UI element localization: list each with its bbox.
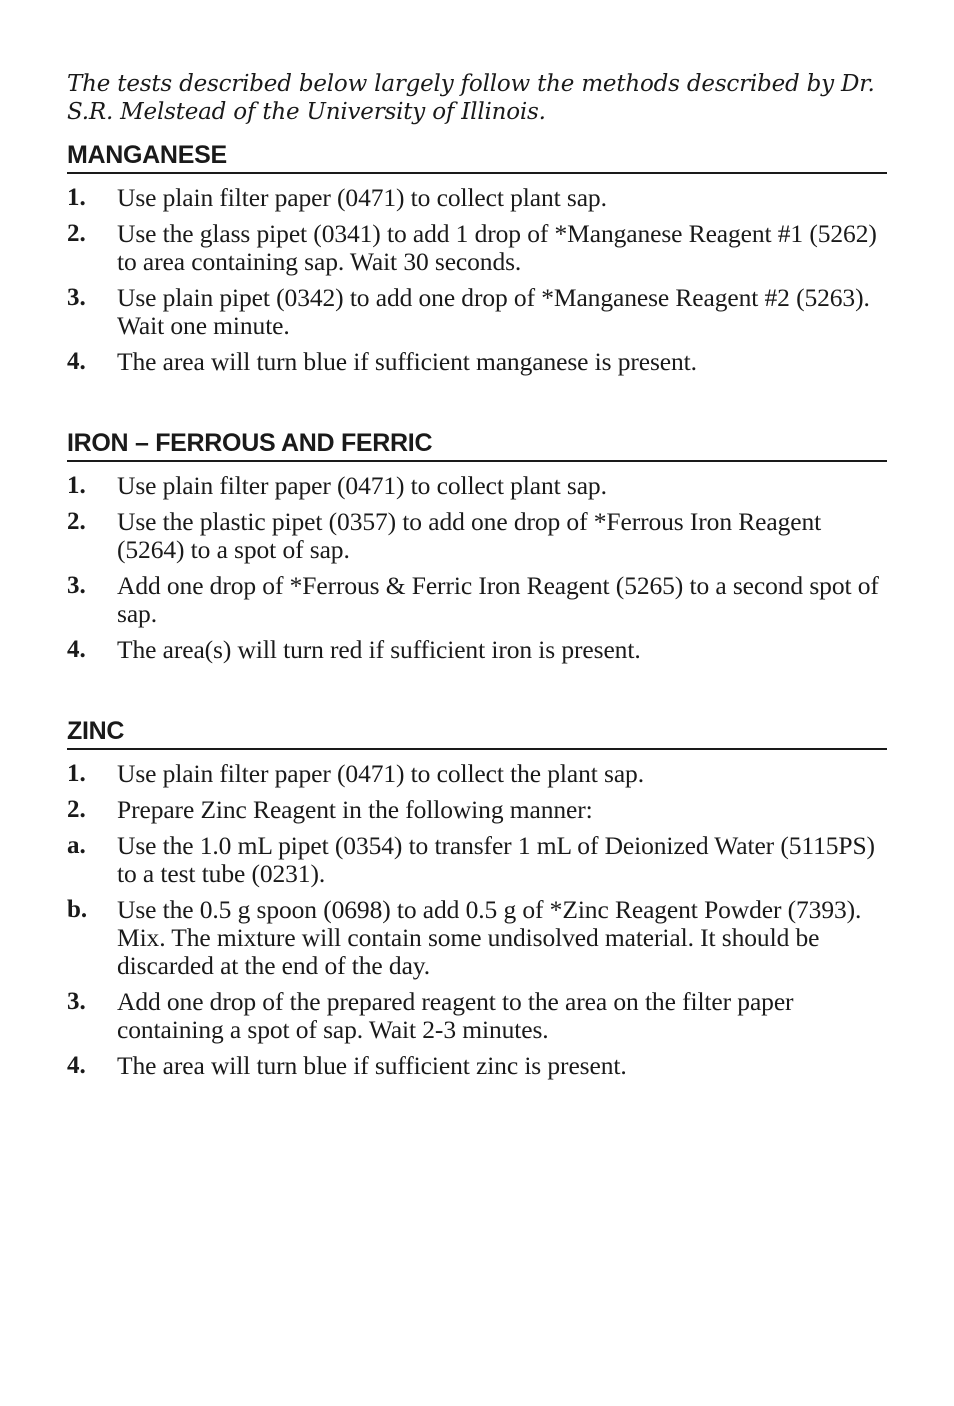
step-item: [67, 1052, 887, 1080]
step-number: 4.: [67, 636, 86, 663]
step-text: Use the plastic pipet (0357) to add one drop of *Ferrous Iron Reagent (5264) to a spot of sap.: [117, 507, 822, 564]
step-number: 4.: [67, 1052, 86, 1079]
step-text: Use plain filter paper (0471) to collect the plant sap.: [117, 759, 644, 788]
step-item: [67, 636, 887, 664]
section-heading: IRON – FERROUS AND FERRIC: [67, 428, 887, 462]
step-text: The area will turn blue if sufficient zinc is present.: [117, 1051, 627, 1080]
document-page: [67, 70, 887, 1080]
step-text: Use the 0.5 g spoon (0698) to add 0.5 g of *Zinc Reagent Powder (7393). Mix. The mixture will contain some undisolved material. It should be discarded at the end of the day.: [117, 895, 862, 980]
section-heading: ZINC: [67, 716, 887, 750]
step-text: Use the glass pipet (0341) to add 1 drop of *Manganese Reagent #1 (5262) to area containing sap. Wait 30 seconds.: [117, 219, 877, 276]
step-item: [67, 472, 887, 500]
step-number: 2.: [67, 220, 86, 247]
section-zinc: [67, 716, 887, 1080]
intro-text: The tests described below largely follow the methods described by Dr. S.R. Melstead of the University of Illinois.: [67, 71, 875, 125]
section-heading: MANGANESE: [67, 140, 887, 174]
step-item: [67, 988, 887, 1044]
step-item: [67, 760, 887, 788]
step-item: [67, 572, 887, 628]
step-number: 3.: [67, 572, 86, 599]
step-text: Use plain filter paper (0471) to collect plant sap.: [117, 183, 607, 212]
step-text: Use plain pipet (0342) to add one drop of *Manganese Reagent #2 (5263). Wait one minute.: [117, 283, 870, 340]
step-item: [67, 796, 887, 824]
step-number: 1.: [67, 472, 86, 499]
step-number: b.: [67, 896, 88, 923]
section-manganese: [67, 140, 887, 376]
step-number: 3.: [67, 988, 86, 1015]
step-text: The area will turn blue if sufficient manganese is present.: [117, 347, 697, 376]
step-item: [67, 220, 887, 276]
step-text: Prepare Zinc Reagent in the following manner:: [117, 795, 593, 824]
step-text: Add one drop of the prepared reagent to the area on the filter paper containing a spot of sap. Wait 2-3 minutes.: [117, 987, 794, 1044]
step-number: 2.: [67, 796, 86, 823]
step-item: [67, 284, 887, 340]
step-number: a.: [67, 832, 86, 859]
step-list: [67, 472, 887, 664]
step-number: 1.: [67, 184, 86, 211]
step-list: [67, 760, 887, 1080]
step-number: 2.: [67, 508, 86, 535]
step-number: 4.: [67, 348, 86, 375]
step-text: Add one drop of *Ferrous & Ferric Iron Reagent (5265) to a second spot of sap.: [117, 571, 879, 628]
step-item: [67, 896, 887, 980]
section-iron: [67, 428, 887, 664]
step-text: Use the 1.0 mL pipet (0354) to transfer 1 mL of Deionized Water (5115PS) to a test tube (0231).: [117, 831, 875, 888]
step-text: Use plain filter paper (0471) to collect plant sap.: [117, 471, 607, 500]
step-item: [67, 508, 887, 564]
step-list: [67, 184, 887, 376]
step-text: The area(s) will turn red if sufficient iron is present.: [117, 635, 641, 664]
step-item: [67, 348, 887, 376]
step-item: [67, 832, 887, 888]
step-number: 3.: [67, 284, 86, 311]
step-item: [67, 184, 887, 212]
step-number: 1.: [67, 760, 86, 787]
